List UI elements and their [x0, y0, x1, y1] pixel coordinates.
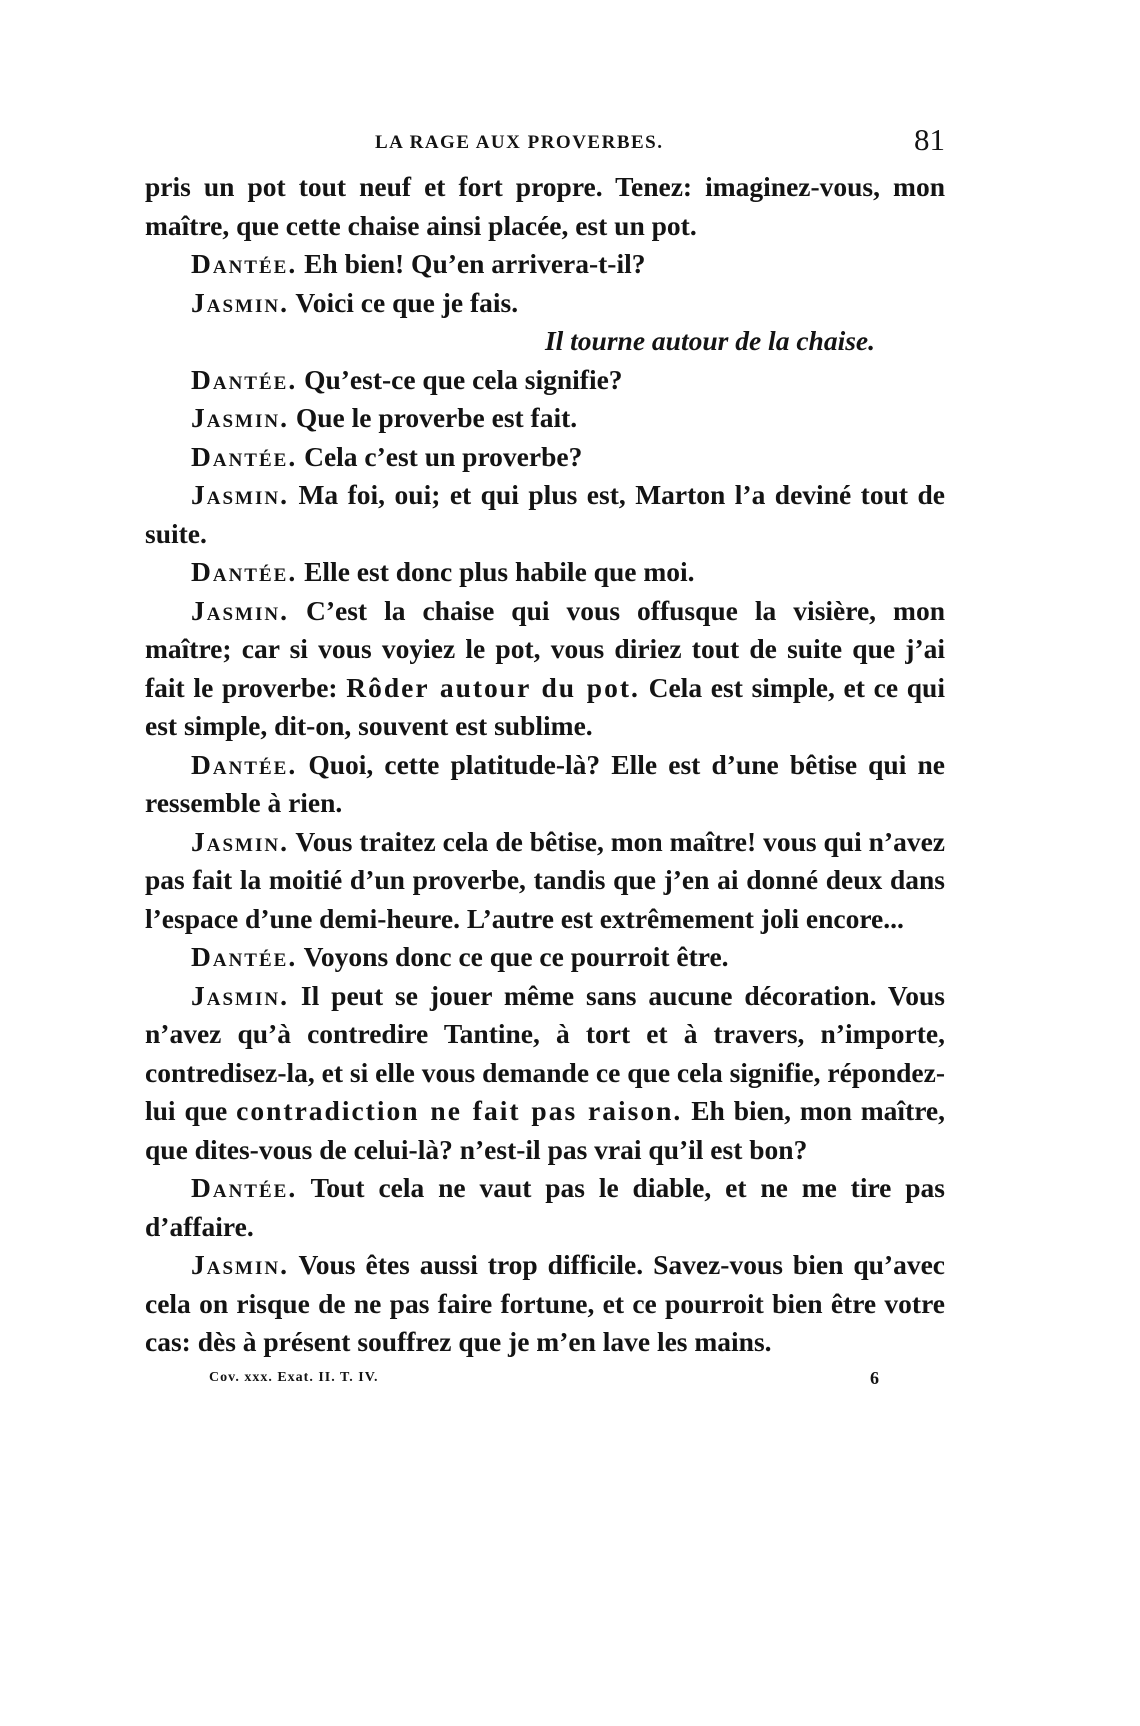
paragraph-continuation: [145, 168, 945, 245]
dialogue-text: Elle est donc plus habile que moi.: [304, 556, 695, 587]
speaker-name: Dantée.: [191, 748, 298, 780]
dialogue-line: [145, 438, 945, 477]
dialogue-text: Cela c’est un proverbe?: [304, 440, 583, 472]
speaker-name: Jasmin.: [191, 979, 289, 1011]
dialogue-line: [145, 476, 945, 553]
dialogue-text: Quoi, cette platitude-là? Elle est d’une bêtise qui ne ressemble à rien.: [145, 748, 945, 818]
speaker-name: Jasmin.: [191, 286, 289, 318]
dialogue-text: Voyons donc ce que ce pourroit être.: [303, 941, 729, 972]
dialogue-line: [145, 1246, 945, 1362]
dialogue-line: [145, 399, 945, 438]
dialogue-line: [145, 823, 945, 939]
dialogue-text: Voici ce que je fais.: [295, 286, 519, 318]
dialogue-text: Qu’est-ce que cela signifie?: [304, 363, 623, 395]
dialogue-line: [145, 284, 945, 323]
page-number: 81: [914, 122, 945, 157]
speaker-name: Jasmin.: [191, 402, 289, 433]
dialogue-line: [145, 1169, 945, 1246]
dialogue-text: Vous êtes aussi trop difficile. Savez-vous bien qu’avec cela on risque de ne pas faire fortune, et ce pourroit bien être votre cas: dès à présent souffrez que je m’en lave les mains.: [145, 1249, 945, 1357]
dialogue-line: [145, 361, 945, 400]
running-title: LA RAGE AUX PROVERBES.: [375, 132, 664, 153]
proverb-text: contradiction ne fait pas raison.: [236, 1095, 683, 1126]
speaker-name: Dantée.: [191, 1172, 298, 1203]
signature-line: [145, 1367, 945, 1394]
sheet-number: 6: [870, 1367, 879, 1388]
dialogue-line: [145, 938, 945, 977]
running-head: [145, 122, 945, 168]
dialogue-text: Il peut se jouer même sans aucune décoration. Vous n’avez qu’à contredire Tantine, à tort et à travers, n’importe, contredisez-la, et si elle vous demande ce que cela signifie, répondez-lui que: [145, 979, 945, 1126]
dialogue-line: [145, 245, 945, 284]
dialogue-line: [145, 746, 945, 823]
dialogue-text: C’est la chaise qui vous offusque la visière, mon maître; car si vous voyiez le pot, vous diriez tout de suite que j’ai fait le proverbe:: [145, 594, 945, 703]
dialogue-text: Que le proverbe est fait.: [295, 402, 578, 433]
speaker-name: Dantée.: [191, 556, 298, 587]
dialogue-line: [145, 553, 945, 592]
speaker-name: Jasmin.: [191, 825, 289, 857]
speaker-name: Dantée.: [191, 363, 298, 395]
proverb-text: Rôder autour du pot.: [346, 671, 640, 703]
dialogue-text: Ma foi, oui; et qui plus est, Marton l’a deviné tout de suite.: [145, 479, 945, 549]
dialogue-line: [145, 592, 945, 746]
dialogue-text: Vous traitez cela de bêtise, mon maître! vous qui n’avez pas fait la moitié d’un proverbe, tandis que j’en ai donné deux dans l’espace d’une demi-heure. L’autre est extrêmement joli encore...: [145, 825, 945, 934]
play-text: [145, 168, 945, 1362]
speaker-name: Jasmin.: [191, 479, 289, 510]
dialogue-line: [145, 977, 945, 1170]
speaker-name: Dantée.: [191, 941, 298, 972]
stage-direction: Il tourne autour de la chaise.: [544, 325, 875, 356]
dialogue-text: Eh bien! Qu’en arrivera-t-il?: [304, 248, 646, 279]
dialogue-text: Cela est simple, et ce qui est simple, dit-on, souvent est sublime.: [145, 671, 945, 741]
dialogue-text: Tout cela ne vaut pas le diable, et ne me tire pas d’affaire.: [145, 1172, 945, 1242]
speaker-name: Dantée.: [191, 440, 298, 472]
speaker-name: Jasmin.: [191, 1249, 289, 1280]
speaker-name: Jasmin.: [191, 594, 289, 626]
paragraph-text: pris un pot tout neuf et fort propre. Tenez: imaginez-vous, mon maître, que cette chaise ainsi placée, est un pot.: [145, 171, 945, 241]
speaker-name: Dantée.: [191, 248, 298, 279]
dialogue-text: Eh bien, mon maître, que dites-vous de celui-là? n’est-il pas vrai qu’il est bon?: [145, 1095, 946, 1165]
book-page: [145, 122, 945, 1394]
printer-signature: Cov. xxx. Exat. II. T. IV.: [209, 1369, 379, 1385]
